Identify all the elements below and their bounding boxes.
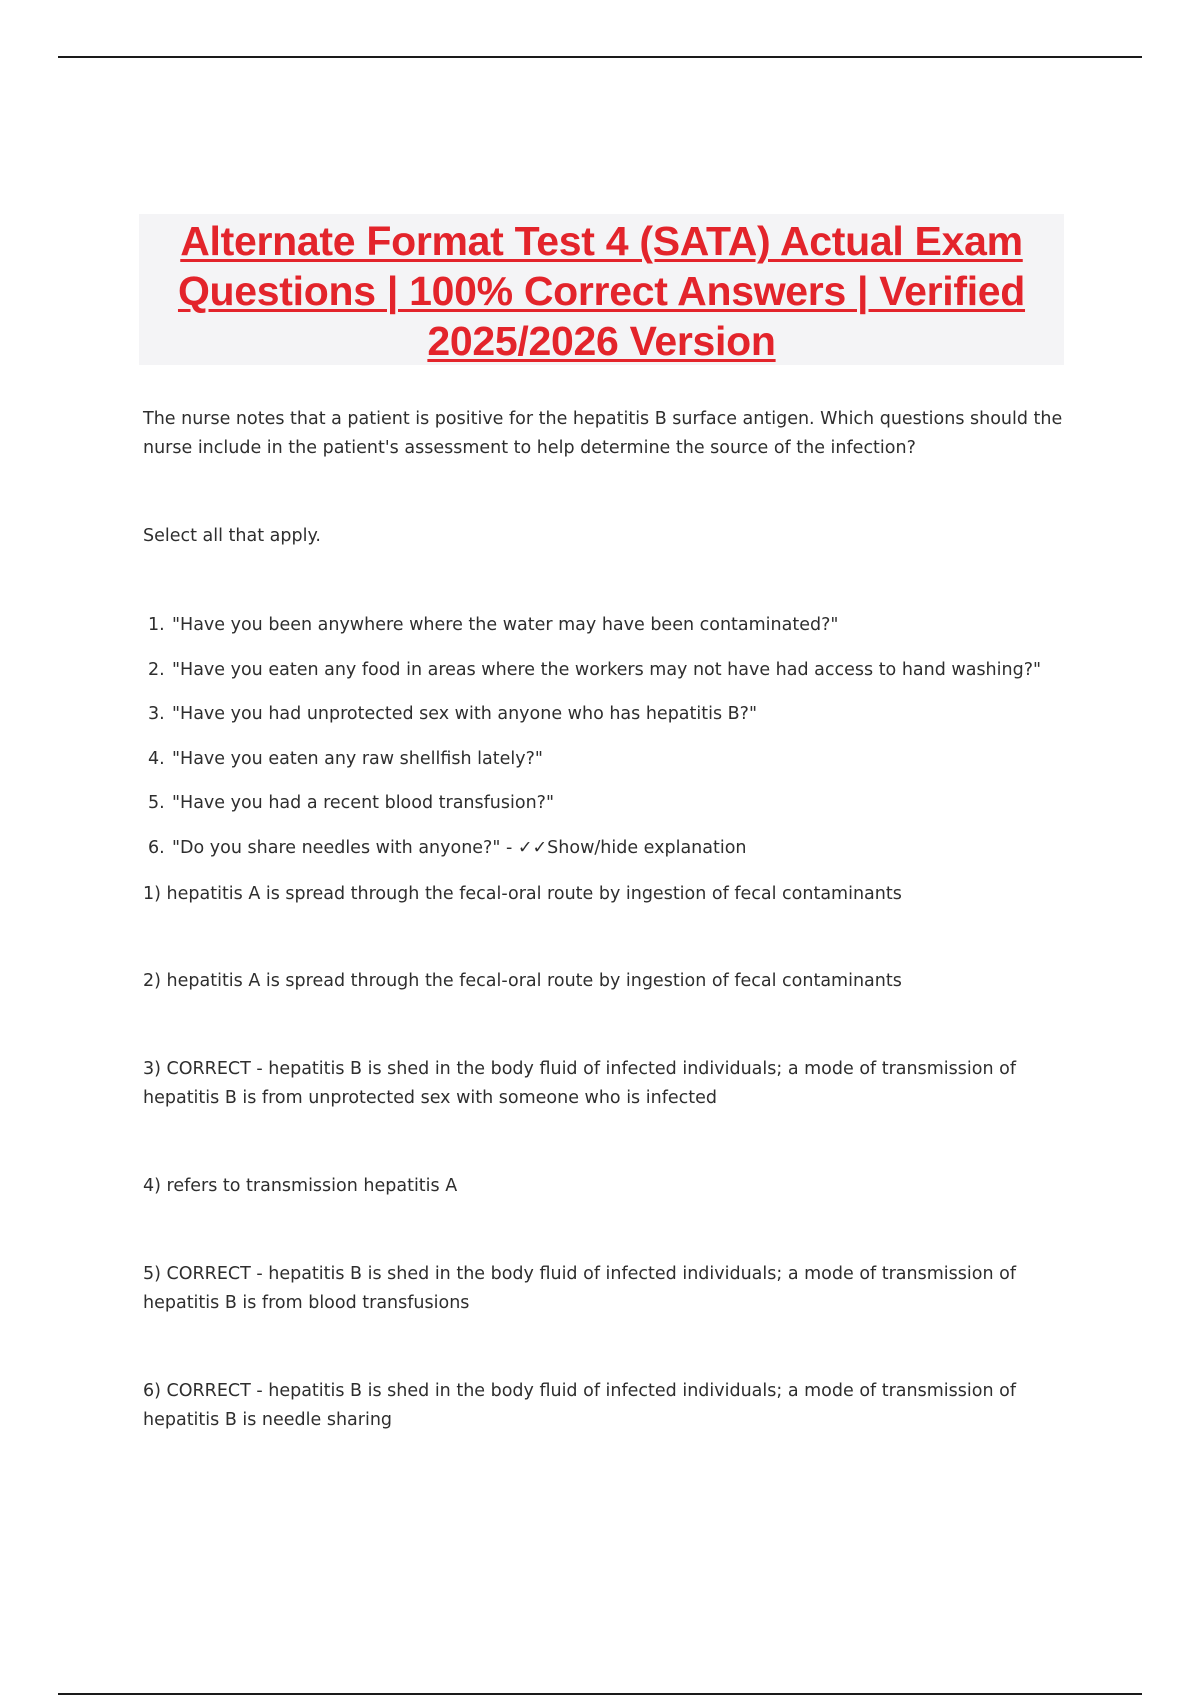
option-text: "Have you eaten any food in areas where the workers may not have had access to hand washing?": [172, 659, 1042, 680]
option-number: 4.: [148, 748, 165, 769]
explanation-6: 6) CORRECT - hepatitis B is shed in the body fluid of infected individuals; a mode of transmission of hepatitis B is needle sharing: [143, 1381, 1016, 1430]
option-text: "Have you eaten any raw shellfish lately?": [172, 748, 543, 769]
answer-option: [143, 834, 1083, 879]
option-number: 1.: [148, 615, 165, 635]
option-number: 6.: [148, 837, 165, 858]
title-line-1: Alternate Format Test 4 (SATA) Actual Exam: [180, 218, 1023, 264]
option-text: "Have you been anywhere where the water may have been contaminated?": [172, 615, 839, 635]
option-text: "Do you share needles with anyone?" - ✓✓Show/hide explanation: [172, 837, 747, 858]
title-banner: [139, 214, 1064, 365]
explanation-4: 4) refers to transmission hepatitis A: [143, 1176, 458, 1196]
option-number: 2.: [148, 659, 165, 680]
explanation-1: 1) hepatitis A is spread through the fecal-oral route by ingestion of fecal contaminants: [143, 884, 902, 904]
question-text: The nurse notes that a patient is positive for the hepatitis B surface antigen. Which questions should the nurse include in the patient's assessment to help determine the source of the infection?: [143, 409, 1063, 458]
option-number: 3.: [148, 704, 165, 724]
bottom-rule: [58, 1693, 1142, 1695]
document-title: [139, 216, 1064, 366]
answer-option: [143, 611, 1083, 656]
instruction-text: Select all that apply.: [143, 526, 321, 546]
answer-options-list: [143, 611, 1083, 878]
answer-option: [143, 745, 1083, 790]
option-text: "Have you had unprotected sex with anyone who has hepatitis B?": [172, 704, 757, 724]
explanation-3: 3) CORRECT - hepatitis B is shed in the body fluid of infected individuals; a mode of transmission of hepatitis B is from unprotected sex with someone who is infected: [143, 1059, 1016, 1108]
title-line-3: 2025/2026 Version: [427, 318, 776, 364]
answer-option: [143, 700, 1083, 745]
answer-option: [143, 789, 1083, 834]
explanation-2: 2) hepatitis A is spread through the fecal-oral route by ingestion of fecal contaminants: [143, 971, 902, 991]
title-line-2: Questions | 100% Correct Answers | Verified: [177, 268, 1026, 314]
answer-option: [143, 656, 1083, 701]
explanation-5: 5) CORRECT - hepatitis B is shed in the body fluid of infected individuals; a mode of transmission of hepatitis B is from blood transfusions: [143, 1264, 1016, 1313]
option-number: 5.: [148, 793, 165, 813]
option-text: "Have you had a recent blood transfusion?": [172, 793, 555, 813]
top-rule: [58, 56, 1142, 58]
